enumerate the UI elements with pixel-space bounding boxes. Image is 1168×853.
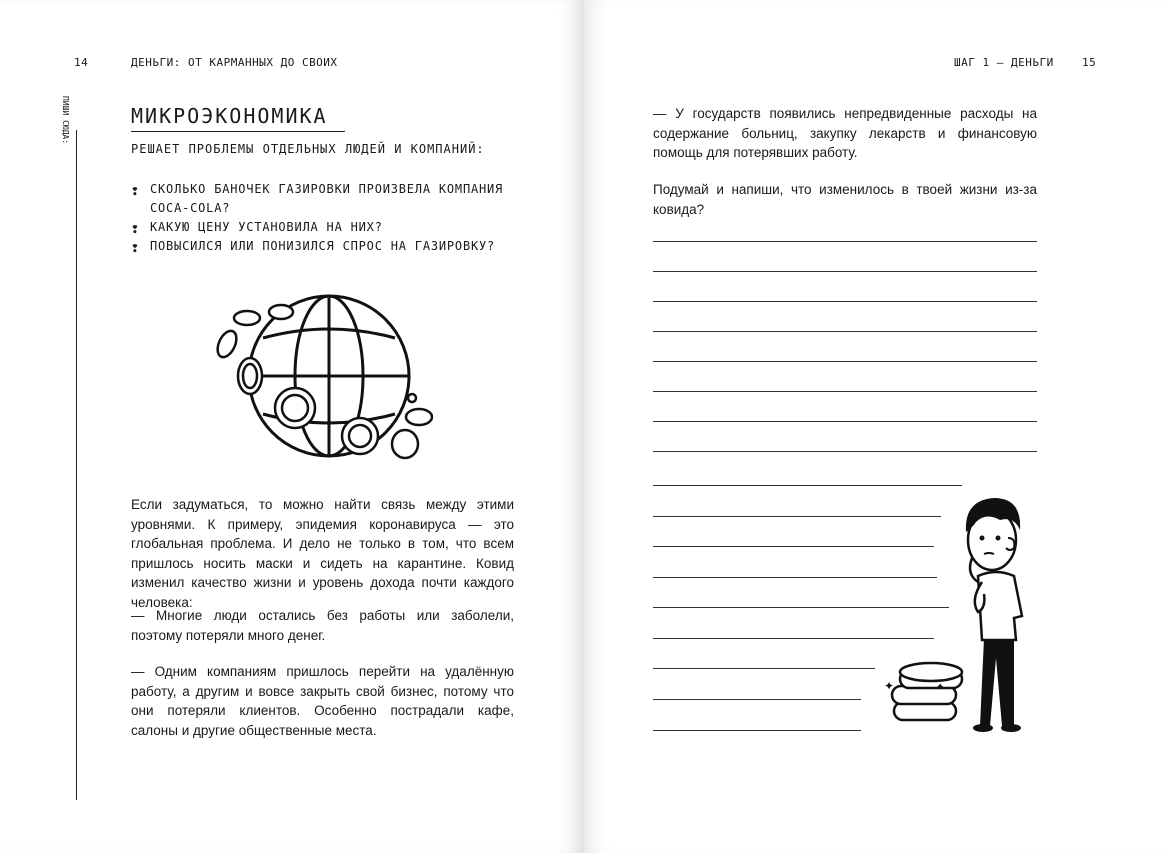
writing-line[interactable] (653, 301, 1037, 302)
writing-line[interactable] (653, 361, 1037, 362)
writing-line[interactable] (653, 699, 861, 700)
globe-with-coins-icon (205, 290, 445, 470)
page-number-right: 15 (1082, 56, 1097, 69)
running-header-left: ДЕНЬГИ: ОТ КАРМАННЫХ ДО СВОИХ (131, 56, 338, 69)
bullet-item: ❢ СКОЛЬКО БАНОЧЕК ГАЗИРОВКИ ПРОИЗВЕЛА КОМПАНИЯ COCA-COLA? (131, 182, 504, 215)
writing-line[interactable] (653, 331, 1037, 332)
writing-line[interactable] (653, 485, 962, 486)
paragraph-2: — Многие люди остались без работы или заболели, поэтому потеряли много денег. (131, 608, 514, 643)
right-page (584, 0, 1168, 853)
svg-text:✦: ✦ (884, 679, 895, 693)
writing-line[interactable] (653, 421, 1037, 422)
writing-line[interactable] (653, 241, 1037, 242)
writing-line[interactable] (653, 451, 1037, 452)
writing-line[interactable] (653, 730, 861, 731)
paragraph-right-2: Подумай и напиши, что изменилось в твоей жизни из-за ковида? (653, 182, 1037, 217)
bulb-bullet-icon: ❢ (131, 222, 140, 237)
writing-line[interactable] (653, 391, 1037, 392)
paragraph-3: — Одним компаниям пришлось перейти на удалённую работу, а другим и вовсе закрыть свой бизнес, потому что они потеряли клиентов. Особенно пострадали кафе, салоны и другие общественные места. (131, 664, 514, 738)
thinking-boy-with-coins-icon (882, 490, 1047, 740)
writing-line[interactable] (653, 668, 875, 669)
margin-note: ПИШИ СЮДА: (61, 96, 70, 145)
paragraph-1: Если задуматься, то можно найти связь между этими уровнями. К примеру, эпидемия коронавируса — это глобальная проблема. И дело не только в том, что всем пришлось носить маски и сидеть на карантине. Ковид изменил качество жизни и уровень дохода почти каждого человека: (131, 497, 514, 610)
bulb-bullet-icon: ❢ (131, 184, 140, 199)
writing-line[interactable] (653, 271, 1037, 272)
bulb-bullet-icon: ❢ (131, 241, 140, 256)
bullet-list (131, 180, 511, 256)
svg-text:✦: ✦ (936, 682, 945, 693)
bullet-item: ❢ ПОВЫСИЛСЯ ИЛИ ПОНИЗИЛСЯ СПРОС НА ГАЗИРОВКУ? (131, 239, 496, 256)
title-underline (131, 131, 345, 132)
subtitle: РЕШАЕТ ПРОБЛЕМЫ ОТДЕЛЬНЫХ ЛЮДЕЙ И КОМПАНИЙ: (131, 142, 485, 156)
bullet-item: ❢ КАКУЮ ЦЕНУ УСТАНОВИЛА НА НИХ? (131, 220, 383, 237)
margin-rule (76, 130, 77, 800)
page-title: МИКРОЭКОНОМИКА (131, 104, 328, 128)
running-header-right: ШАГ 1 — ДЕНЬГИ (954, 56, 1054, 69)
page-number-left: 14 (74, 56, 89, 69)
paragraph-right-1: — У государств появились непредвиденные расходы на содержание больниц, закупку лекарств и финансовую помощь для потерявших работу. (653, 106, 1037, 160)
